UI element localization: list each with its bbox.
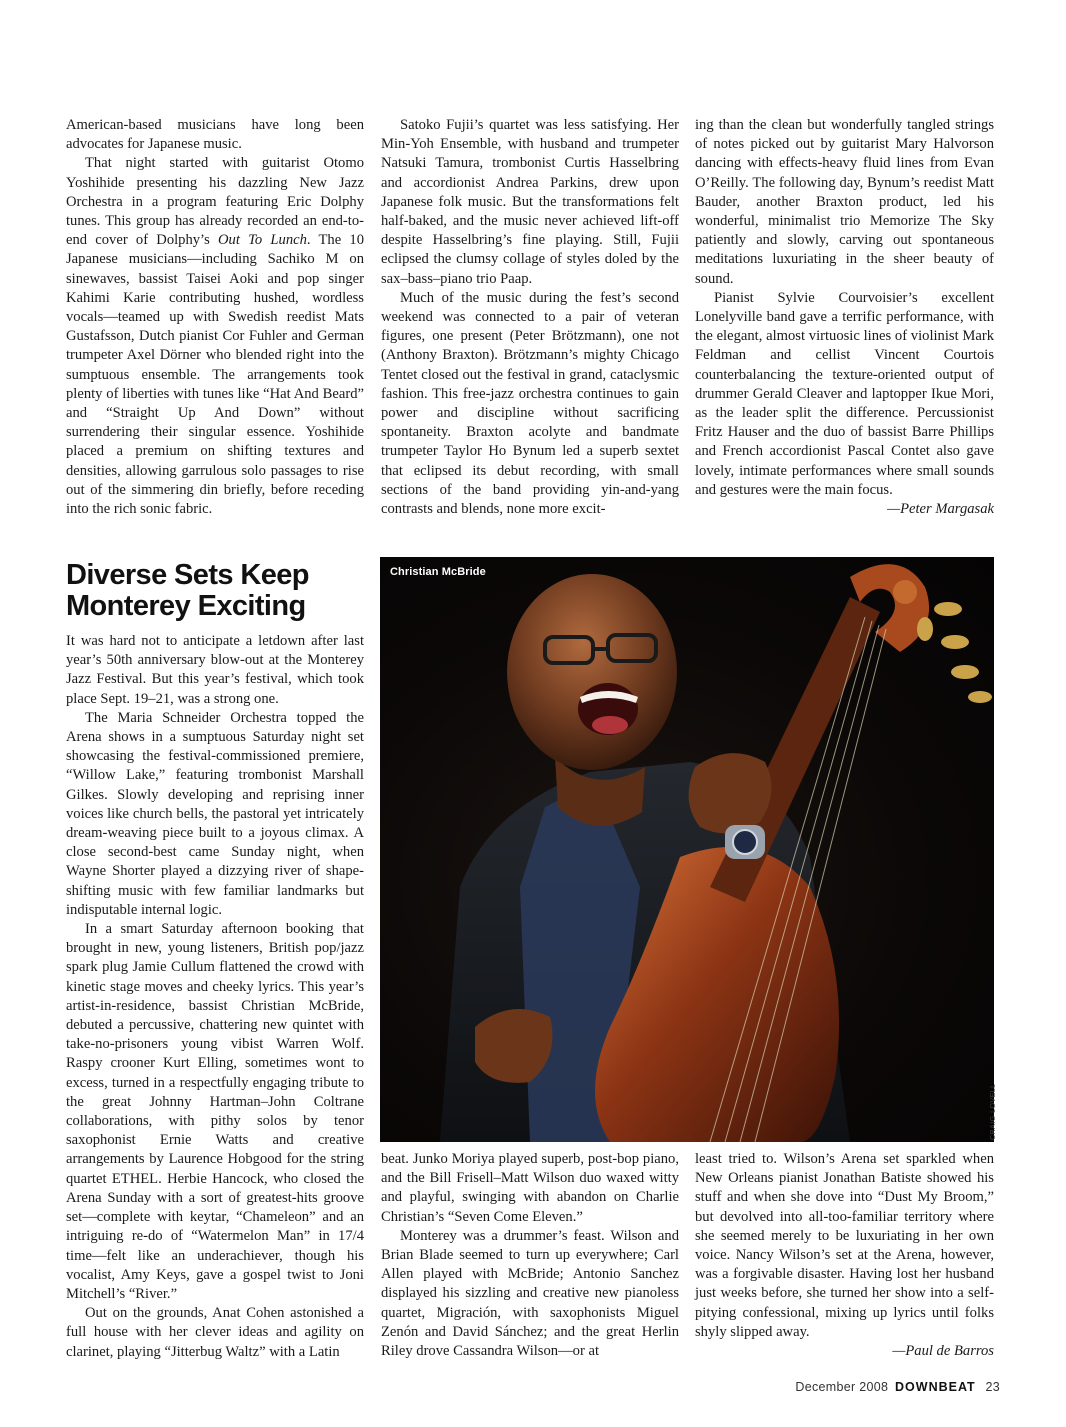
paragraph: It was hard not to anticipate a letdown after last year’s 50th anniversary blow-out at the Monterey Jazz Festival. But this year’s festival, which took place Sept. 19–21, was a strong one. <box>66 633 364 707</box>
photo-christian-mcbride <box>380 557 994 1142</box>
main-article-column-2 <box>381 1150 679 1361</box>
photo-credit: CRAIG LOVELL <box>990 1083 997 1140</box>
album-title: Out To Lunch <box>218 232 307 249</box>
paragraph: Out on the grounds, Anat Cohen astonished a full house with her clever ideas and agility on clarinet, playing “Jitterbug Waltz” with a Latin <box>66 1305 364 1360</box>
top-article-column-2 <box>381 116 679 519</box>
byline: —Paul de Barros <box>892 1343 994 1360</box>
main-article-column-1 <box>66 632 364 1362</box>
paragraph: ing than the clean but wonderfully tangled strings of notes picked out by guitarist Mary Halvorson dancing with effects-heavy fluid lines from Evan O’Reilly. The following day, Bynum’s reedist Matt Bauder, another Braxton product, led his wonderful, minimalist trio Memorize The Sky patiently and slowly, carving out spontaneous meditations luxuriating in the sheer beauty of sound. <box>695 117 994 287</box>
paragraph: That night started with guitarist Otomo Yoshihide presenting his dazzling New Jazz Orchestra in a program featuring Eric Dolphy tunes. This group has already recorded an end-to-end cover of Dolphy’s Out To Lunch. The 10 Japanese musicians—including Sachiko M on sinewaves, bassist Taisei Aoki and pop singer Kahimi Karie contributing hushed, wordless vocals—teamed up with Swedish reedist Mats Gustafsson, Dutch pianist Cor Fuhler and German trumpeter Axel Dörner who blended right into the sumptuous ensemble. The arrangements took plenty of liberties with tunes like “Hat And Beard” and “Straight Up And Down” without surrendering their singular essence. Yoshihide placed a premium on shifting textures and densities, allowing garrulous solo passages to rise out of the simmering din briefly, before receding into the rich sonic fabric. <box>66 155 365 518</box>
top-article-column-3 <box>695 116 994 519</box>
byline: —Peter Margasak <box>887 501 994 518</box>
magazine-name: DOWNBEAT <box>895 1380 976 1394</box>
paragraph: In a smart Saturday afternoon booking that brought in new, young listeners, British pop/jazz spark plug Jamie Cullum flattened the crowd with kinetic stage moves and cheeky lyrics. This year’s artist-in-residence, bassist Christian McBride, debuted a percussive, chattering new quintet with take-no-prisoners young vibist Warren Wolf. Raspy crooner Kurt Elling, sometimes wont to excess, turned in a respectfully engaging tribute to the great Johnny Hartman–John Coltrane collaborations, with pithy solos by tenor saxophonist Ernie Watts and creative arrangements by Laurence Hobgood for the string quartet ETHEL. Herbie Hancock, who closed the Arena Sunday with a sort of greatest-hits groove set—complete with keytar, “Chameleon” and an intriguing re-do of “Watermelon Man” in 17/4 time—felt like an underachiever, though his vocalist, Amy Keys, gave a gospel twist to Joni Mitchell’s “River.” <box>66 921 364 1302</box>
headline: Diverse Sets Keep Monterey Exciting <box>66 559 309 622</box>
paragraph: The Maria Schneider Orchestra topped the Arena shows in a sumptuous Saturday night set showcasing the festival-commissioned premiere, “Willow Lake,” featuring trombonist Marshall Gilkes. Slowly developing and reprising inner voices like church bells, the pastoral yet intricately dream-weaving piece built to a joyous climax. A close second-best came Sunday night, when Wayne Shorter played a dizzying river of shape-shifting music with few familiar landmarks but indisputable internal logic. <box>66 709 364 918</box>
main-article-column-3 <box>695 1150 994 1361</box>
photo-caption: Christian McBride <box>390 566 486 578</box>
photo-illustration <box>380 557 994 1142</box>
paragraph: least tried to. Wilson’s Arena set sparkled when New Orleans pianist Jonathan Batiste showed his stuff and when she dove into “Dust My Broom,” but devolved into all-too-familiar territory where she seemed merely to be luxuriating in her own voice. Nancy Wilson’s set at the Arena, however, was a forgivable disaster. Having lost her husband just weeks before, she turned her show into a self-pitying confessional, mixing up lyrics until folks shyly slipped away. <box>695 1151 994 1340</box>
paragraph: Much of the music during the fest’s second weekend was connected to a pair of veteran figures, one present (Peter Brötzmann), one not (Anthony Braxton). Brötzmann’s mighty Chicago Tentet closed out the festival in grand, cataclysmic fashion. This free-jazz orchestra continues to gain power and discipline without sacrificing spontaneity. Braxton acolyte and bandmate trumpeter Taylor Ho Bynum led a superb sextet that eclipsed its debut recording, with small sections of the band providing yin-and-yang contrasts and blends, none more excit- <box>381 289 679 518</box>
page-number: 23 <box>985 1380 1000 1394</box>
paragraph: beat. Junko Moriya played superb, post-bop piano, and the Bill Frisell–Matt Wilson duo waxed witty and playful, swinging with abandon on Charlie Christian’s “Seven Come Eleven.” <box>381 1151 679 1225</box>
page-footer <box>795 1380 1000 1394</box>
top-article-column-1 <box>66 116 364 519</box>
paragraph: Monterey was a drummer’s feast. Wilson and Brian Blade seemed to turn up everywhere; Carl Allen played with McBride; Antonio Sanchez displayed his sizzling and creative new pianoless quartet, Migración, with saxophonists Miguel Zenón and David Sánchez; and the great Herlin Riley drove Cassandra Wilson—or at <box>381 1227 679 1360</box>
issue-date: December 2008 <box>795 1380 889 1394</box>
paragraph: American-based musicians have long been advocates for Japanese music. <box>66 117 364 153</box>
paragraph: Pianist Sylvie Courvoisier’s excellent Lonelyville band gave a terrific performance, with the elegant, almost virtuosic lines of violinist Mark Feldman and cellist Vincent Courtois counterbalancing the texture-oriented output of drummer Gerald Cleaver and laptopper Ikue Mori, as the leader split the difference. Percussionist Fritz Hauser and the duo of bassist Barre Phillips and French accordionist Pascal Contet also gave lovely, intimate performances where small sounds and gestures were the main focus. —Peter Margasak <box>695 289 994 500</box>
paragraph: Satoko Fujii’s quartet was less satisfying. Her Min-Yoh Ensemble, with husband and trumpeter Natsuki Tamura, trombonist Curtis Hasselbring and accordionist Andrea Parkins, drew upon Japanese folk music. But the transformations felt half-baked, and the music never achieved lift-off despite Hasselbring’s fine playing. Still, Fujii eclipsed the clumsy collage of styles doled by the sax–bass–piano trio Paap. <box>381 117 679 287</box>
